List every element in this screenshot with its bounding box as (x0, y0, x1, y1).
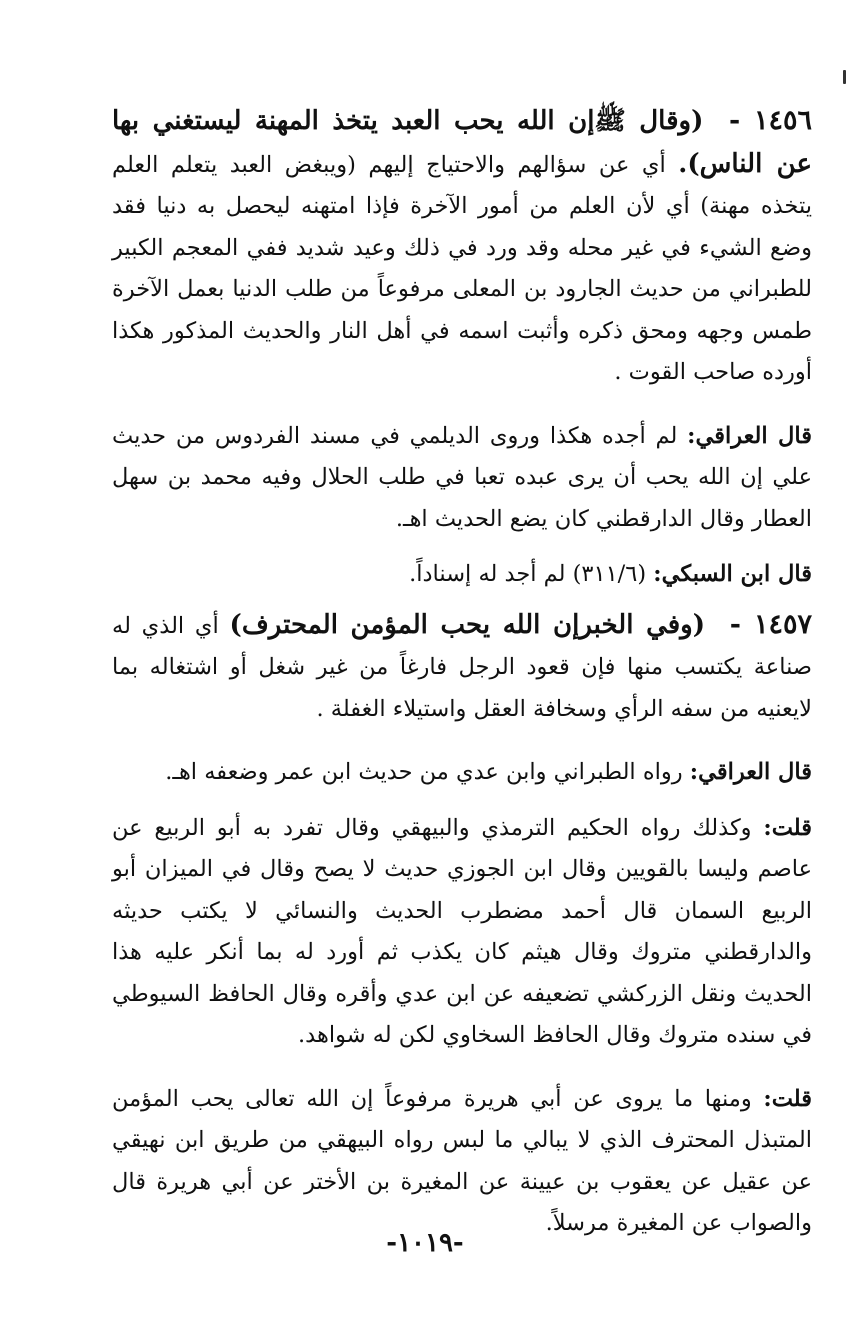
iraqi-note-2-label: قال العراقي: (689, 759, 812, 785)
qultu-note-2-label: قلت: (763, 1085, 812, 1112)
document-page (112, 100, 812, 1340)
iraqi-note-2-paragraph (112, 752, 812, 794)
iraqi-note-1-label: قال العراقي: (687, 422, 813, 449)
entry-1457-paragraph (112, 604, 812, 731)
iraqi-note-1 (112, 416, 812, 541)
entry-1456 (112, 100, 812, 394)
page-edge-mark (843, 70, 846, 84)
entry-1456-number: ١٤٥٦ - (728, 105, 812, 136)
entry-1457-body: أي الذي له صناعة يكتسب منها فإن قعود الرجل فارغاً من غير شغل أو اشتغاله بما لايعنيه من سفه الرأي وسخافة العقل واستيلاء الغفلة . (112, 612, 812, 722)
subki-note-1-label: قال ابن السبكي: (653, 561, 812, 587)
subki-note-1-text: (٣١١/٦) لم أجد له إسناداً. (409, 561, 647, 587)
entry-1456-heading: (وقال ﷺإن الله يحب العبد يتخذ المهنة ليستغني بها عن الناس). (112, 106, 812, 179)
entry-1457-heading: (وفي الخبرإن الله يحب المؤمن المحترف) (229, 609, 706, 640)
subki-note-1-paragraph (112, 554, 812, 596)
iraqi-note-2-text: رواه الطبراني وابن عدي من حديث ابن عمر وضعفه اهـ. (165, 759, 683, 785)
qultu-note-1 (112, 808, 812, 1057)
entry-1456-body: أي عن سؤالهم والاحتياج إليهم (ويبغض العبد يتعلم العلم يتخذه مهنة) أي لأن العلم من أمور الآخرة فإذا امتهنه ليحصل به دنيا فقد وضع الشيء في غير محله وقد ورد في ذلك وعيد شديد ففي المعجم الكبير للطبراني من حديث الجارود بن المعلى مرفوعاً من طلب الدنيا بعمل الآخرة طمس وجهه ومحق ذكره وأثبت اسمه في أهل النار والحديث المذكور هكذا أورده صاحب القوت . (112, 151, 812, 385)
page-number: -١٠١٩- (386, 1228, 464, 1258)
entry-1457-number: ١٤٥٧ - (729, 608, 812, 640)
qultu-note-2 (112, 1079, 812, 1245)
qultu-note-1-text: وكذلك رواه الحكيم الترمذي والبيهقي وقال تفرد به أبو الربيع عن عاصم وليسا بالقويين وقال ابن الجوزي حديث لا يصح وقال في الميزان أبو الربيع السمان قال أحمد مضطرب الحديث والنسائي لا يكتب حديثه والدارقطني متروك وقال هيثم كان يكذب ثم أورد له بما أنكر عليه هذا الحديث ونقل الزركشي تضعيفه عن ابن عدي وأقره وقال الحافظ السيوطي في سنده متروك وقال الحافظ السخاوي لكن له شواهد. (112, 814, 812, 1048)
qultu-note-1-paragraph (112, 808, 812, 1057)
entry-1456-paragraph (112, 100, 812, 394)
iraqi-note-2 (112, 752, 812, 794)
entry-1457 (112, 604, 812, 731)
qultu-note-2-text: ومنها ما يروى عن أبي هريرة مرفوعاً إن الله تعالى يحب المؤمن المتبذل المحترف الذي لا يبالي ما لبس رواه البيهقي من طريق ابن نهيقي عن عقيل عن يعقوب بن عيينة عن المغيرة بن الأختر عن أبي هريرة قال والصواب عن المغيرة مرسلاً. (112, 1085, 812, 1236)
iraqi-note-1-text: لم أجده هكذا وروى الديلمي في مسند الفردوس من حديث علي إن الله يحب أن يرى عبده تعبا في طلب الحلال وفيه محمد بن سهل العطار وقال الدارقطني كان يضع الحديث اهـ. (112, 422, 812, 532)
qultu-note-1-label: قلت: (763, 814, 813, 841)
subki-note-1 (112, 554, 812, 596)
qultu-note-2-paragraph (112, 1079, 812, 1245)
iraqi-note-1-paragraph (112, 416, 812, 541)
